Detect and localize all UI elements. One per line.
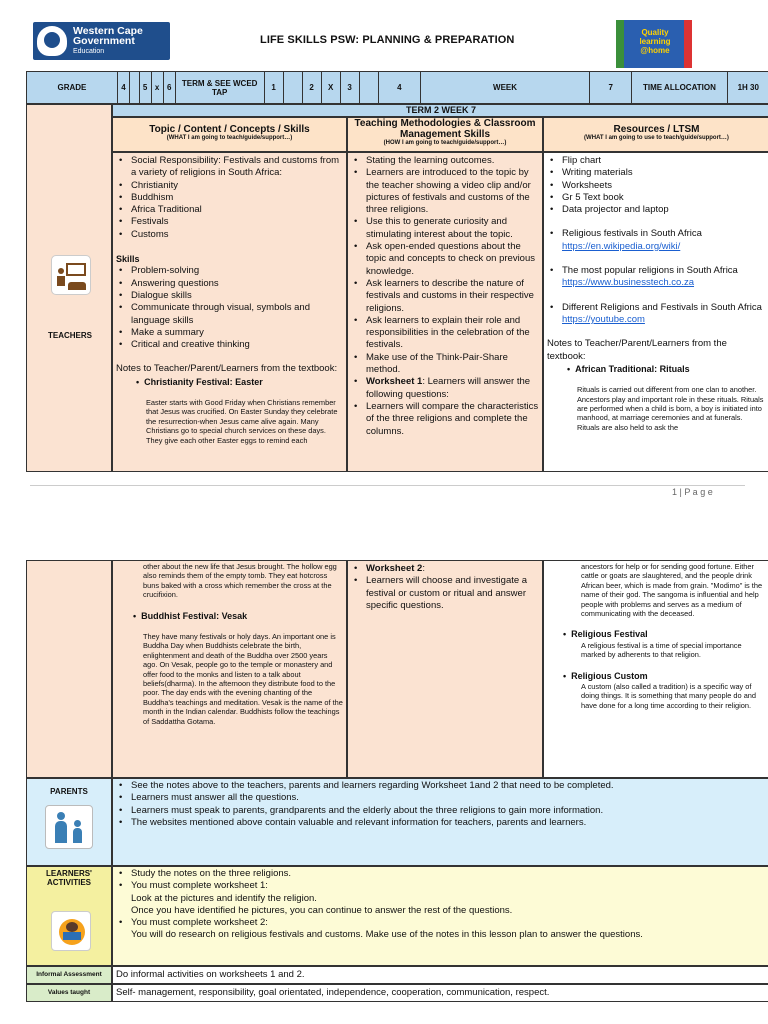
rituals-heading: • African Traditional: Rituals [567, 363, 690, 374]
parents-list [116, 780, 766, 829]
topic-list [116, 155, 343, 241]
list-item: • Learners must speak to parents, grandparents and the elderly about the three religions to gain more information. [116, 805, 766, 817]
list-item: • Customs [116, 229, 343, 241]
page-footer-rule [30, 485, 745, 486]
learners-item2-line2: Look at the pictures and identify the religion. [131, 892, 317, 904]
easter-cont: other about the new life that Jesus brought. The hollow egg also reminds them of the empty tomb. They eat hotcross buns baked with a cross which remember the cross at the crucifixion. [143, 562, 337, 600]
easter-text: Easter starts with Good Friday when Christians remember that Jesus was crucified. On Easter Sunday they celebrate the resurrection-when Jesus came alive again. Many Christians go to special church services on these days. They give each other Easter eggs to remind each [146, 398, 338, 445]
list-item [547, 265, 766, 290]
worksheet2-label: Worksheet 2 [366, 563, 423, 574]
rituals-text: Rituals is carried out different from one clan to another. Ancestors play and important role in these rituals. Rituals are performed when a child is born, a boy is initiated into manhood, at marriage ceremonies and at funerals. Rituals are also held to ask the [577, 385, 764, 432]
topic-cell-cont [112, 560, 347, 778]
learners-label-cell [26, 866, 112, 966]
term-week-bar [112, 104, 768, 117]
parents-content [112, 778, 768, 866]
list-item: • Ask learners to describe the nature of festivals and customs in their respective religions. [351, 278, 539, 315]
term-week-label: TERM 2 WEEK 7 [405, 105, 476, 115]
method-header-title: Teaching Methodologies & Classroom Management Skills [354, 118, 536, 140]
learners-item3: You must complete worksheet 2: [131, 917, 268, 929]
custom-heading: • Religious Custom [563, 670, 648, 681]
list-item: • Worksheets [547, 180, 766, 192]
grade-blank [130, 72, 140, 104]
term-4: 4 [378, 72, 420, 104]
list-item [116, 917, 766, 942]
list-item: • Critical and creative thinking [116, 339, 343, 351]
list-item: • Festivals [116, 216, 343, 228]
quality-learning-badge [616, 20, 692, 68]
term-label: TERM & SEE WCED TAP [175, 72, 264, 104]
list-item: • Ask open-ended questions about the topic and concepts to check on previous knowledge. [351, 241, 539, 278]
wikipedia-link[interactable]: https://en.wikipedia.org/wiki/ [562, 240, 681, 252]
assessment-label: Informal Assessment [36, 971, 102, 978]
resource-link2-label: The most popular religions in South Africa [562, 265, 738, 277]
list-item: • Flip chart [547, 155, 766, 167]
easter-heading-text: Christianity Festival: Easter [144, 376, 263, 387]
list-item: • Communicate through visual, symbols and language skills [116, 302, 343, 327]
list-item: • Stating the learning outcomes. [351, 155, 539, 167]
term-1: 1 [264, 72, 283, 104]
vesak-heading: • Buddhist Festival: Vesak [133, 610, 248, 621]
logo-line2: Government [73, 35, 135, 47]
worksheet2-suffix: : [422, 563, 425, 574]
values-label: Values taught [47, 989, 91, 996]
list-item: • Use this to generate curiosity and stimulating interest about the topic. [351, 216, 539, 241]
assessment-label-cell [26, 966, 112, 984]
resource-link3-label: Different Religions and Festivals in South Africa [562, 301, 762, 313]
custom-heading-text: Religious Custom [571, 670, 648, 681]
topic-cell [112, 152, 347, 472]
list-item: • Make use of the Think-Pair-Share method. [351, 352, 539, 377]
grade-label: GRADE [27, 72, 118, 104]
festival-heading-text: Religious Festival [571, 629, 648, 640]
method-list [351, 155, 539, 438]
list-item [547, 228, 766, 253]
grade-4: 4 [117, 72, 129, 104]
term-blank1 [283, 72, 302, 104]
list-item: • Africa Traditional [116, 204, 343, 216]
grade-6: 6 [163, 72, 175, 104]
list-item: • Problem-solving [116, 265, 343, 277]
youtube-link[interactable]: https://youtube.com [562, 313, 645, 325]
values-content [112, 984, 768, 1002]
resource-notes-intro: Notes to Teacher/Parent/Learners from the textbook: [547, 338, 727, 362]
values-label-cell [26, 984, 112, 1002]
list-item: • Social Responsibility: Festivals and customs from a variety of religions in South Africa: [116, 155, 343, 180]
list-item [547, 302, 766, 327]
businesstech-link[interactable]: https://www.businesstech.co.za [562, 277, 695, 289]
resources-header [543, 117, 768, 152]
vesak-text: They have many festivals or holy days. An important one is Buddha Day when Buddhists celebrate the birth, enlightenment and death of the Buddha over 2500 years ago. On Vesak, people go to the temple or monastery and offer food to the monks and listen to a talk about beliefs(dharma). In the afternoon they distribute food to the poor. The day ends with the evening chanting of the Buddha's teachings and meditation. Vesak is the name of the month in the Indian calendar. Buddhists follow the teachings of Saddattha Gotama. [143, 631, 343, 726]
list-item: • Writing materials [547, 167, 766, 179]
list-item: • The websites mentioned above contain valuable and relevant information for teachers, parents and learners. [116, 817, 766, 829]
teacher-icon [51, 255, 91, 295]
logo-line1: Western Cape [73, 25, 143, 37]
resource-link-list-1 [547, 228, 766, 253]
resources-header-sub: (WHAT I am going to use to teach/guide/support…) [584, 135, 729, 141]
list-item: • Study the notes on the three religions. [116, 868, 766, 880]
assessment-text: Do informal activities on worksheets 1 and 2. [116, 969, 305, 980]
method-list-cont [351, 563, 539, 612]
method-header-sub: (HOW I am going to teach/guide/support…) [383, 140, 507, 146]
parents-label: PARENTS [50, 787, 88, 796]
grade-x: x [151, 72, 163, 104]
list-item: • Make a summary [116, 327, 343, 339]
list-item: • Learners will choose and investigate a festival or custom or ritual and answer specific questions. [351, 575, 539, 612]
topic-header [112, 117, 347, 152]
notes-intro: Notes to Teacher/Parent/Learners from the textbook: [116, 363, 338, 375]
vesak-heading-text: Buddhist Festival: Vesak [141, 610, 248, 621]
list-item: • Answering questions [116, 278, 343, 290]
term-x: X [321, 72, 340, 104]
resource-link-list-2 [547, 265, 766, 290]
list-item: • Learners will compare the characteristics of the three religions and complete the columns. [351, 401, 539, 438]
learners-content [112, 866, 768, 966]
teachers-label-cell-cont [26, 560, 112, 778]
topic-header-title: Topic / Content / Concepts / Skills [149, 124, 310, 135]
list-item [351, 376, 539, 401]
learners-item2-line3: Once you have identified he pictures, you can continue to answer the rest of the questions. [131, 904, 513, 916]
list-item: • Ask learners to explain their role and responsibilities in the celebration of the festivals. [351, 315, 539, 352]
grade-5: 5 [139, 72, 151, 104]
resource-link-list-3 [547, 302, 766, 327]
rituals-heading-text: African Traditional: Rituals [575, 363, 690, 374]
term-blank2 [359, 72, 378, 104]
badge-stripe-left [616, 20, 624, 68]
term-3: 3 [340, 72, 359, 104]
list-item: • Learners are introduced to the topic by the teacher showing a video clip and/or pictures of festivals and customs of the three religions. [351, 167, 539, 216]
resource-list [547, 155, 766, 216]
western-cape-logo [33, 22, 170, 60]
list-item: • Christianity [116, 180, 343, 192]
badge-stripe-right [684, 20, 692, 68]
teachers-label: TEACHERS [47, 331, 92, 340]
custom-text: A custom (also called a tradition) is a specific way of doing things. It is something that many people do and have done for a long time according to their religion. [581, 681, 757, 710]
resource-link1-label: Religious festivals in South Africa [562, 228, 702, 240]
parents-label-cell [26, 778, 112, 866]
worksheet1-text: : Learners will answer the following questions: [366, 376, 531, 400]
list-item [116, 880, 766, 917]
assessment-content [112, 966, 768, 984]
method-header [347, 117, 543, 152]
list-item: • Gr 5 Text book [547, 192, 766, 204]
festival-text: A religious festival is a time of special importance marked by adherents to that religion. [581, 640, 742, 660]
week-value: 7 [590, 72, 632, 104]
list-item: • Dialogue skills [116, 290, 343, 302]
learner-icon [51, 911, 91, 951]
coat-of-arms-icon [37, 26, 67, 56]
list-item: • Buddhism [116, 192, 343, 204]
info-row [26, 71, 768, 104]
time-allocation-value: 1H 30 [727, 72, 768, 104]
learners-item3-line2: You will do research on religious festivals and customs. Make use of the notes in this lesson plan to answer the questions. [131, 929, 643, 941]
page-number: 1 | P a g e [672, 487, 713, 497]
worksheet1-label: Worksheet 1 [366, 376, 423, 388]
learners-item2: You must complete worksheet 1: [131, 880, 268, 892]
resources-cell-cont [543, 560, 768, 778]
easter-heading: • Christianity Festival: Easter [136, 376, 263, 387]
list-item: • Data projector and laptop [547, 204, 766, 216]
skills-heading: Skills [116, 254, 140, 265]
festival-heading: • Religious Festival [563, 629, 648, 640]
topic-header-sub: (WHAT I am going to teach/guide/support…) [166, 135, 293, 141]
learners-label: LEARNERS' ACTIVITIES [46, 869, 92, 887]
document-title: LIFE SKILLS PSW: PLANNING & PREPARATION [260, 34, 515, 46]
learners-list [116, 868, 766, 942]
method-cell [347, 152, 543, 472]
method-cell-cont [347, 560, 543, 778]
time-allocation-label: TIME ALLOCATION [632, 72, 727, 104]
values-text: Self- management, responsibility, goal orientated, independence, cooperation, communication, respect. [116, 987, 550, 998]
list-item [351, 563, 539, 575]
list-item: • Learners must answer all the questions. [116, 792, 766, 804]
resources-cell [543, 152, 768, 472]
skills-list [116, 265, 343, 351]
family-icon [45, 805, 93, 849]
badge-text: Quality learning @home [639, 28, 671, 55]
term-2: 2 [302, 72, 321, 104]
logo-line3: Education [73, 48, 105, 55]
week-label: WEEK [420, 72, 589, 104]
rituals-cont: ancestors for help or for sending good fortune. Either cattle or goats are slaughtered, and the people drink African beer, which is made from grain. "Modimo" is the name of their god. The sangoma is influential and help people with problems and serves as a medium of communicating with the deceased. [581, 562, 763, 619]
teachers-label-cell [26, 104, 112, 472]
resources-header-title: Resources / LTSM [613, 124, 700, 135]
list-item: • See the notes above to the teachers, parents and learners regarding Worksheet 1and 2 that need to be completed. [116, 780, 766, 792]
